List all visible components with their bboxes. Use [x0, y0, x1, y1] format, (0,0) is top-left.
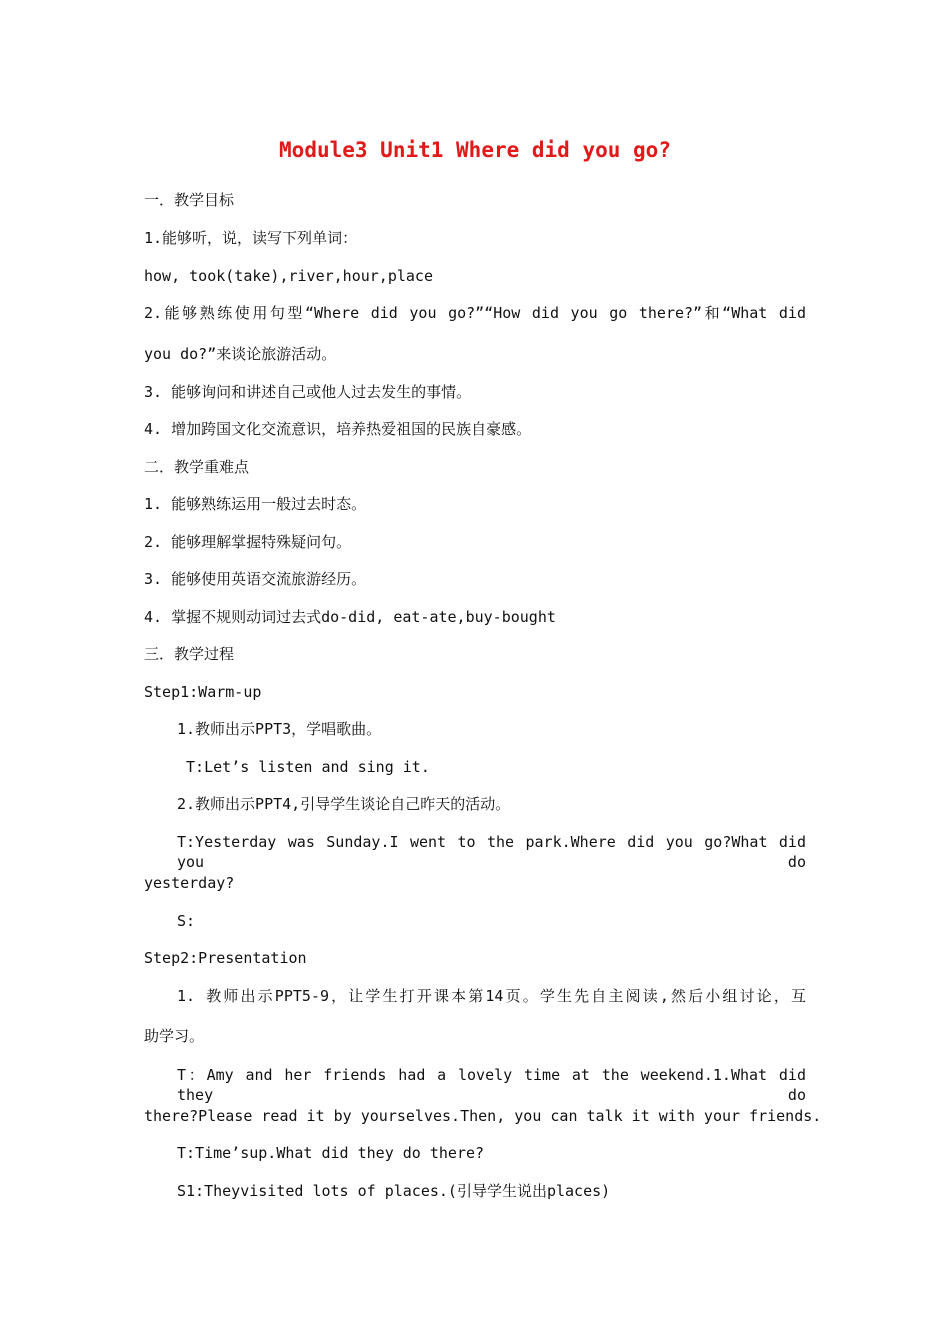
process-line: 1.教师出示PPT3，学唱歌曲。: [177, 720, 382, 738]
document-title: Module3 Unit1 Where did you go?: [279, 138, 671, 162]
dialogue-line: S1:Theyvisited lots of places.(引导学生说出places): [177, 1182, 611, 1200]
key-point-line: 3. 能够使用英语交流旅游经历。: [144, 570, 367, 588]
objective-line: 2.能够熟练使用句型“Where did you go?”“How did you go there?”和“What did: [144, 304, 806, 322]
step-heading: Step2:Presentation: [144, 949, 307, 967]
objective-line: 3. 能够询问和讲述自己或他人过去发生的事情。: [144, 383, 472, 401]
process-line: 1. 教师出示PPT5-9，让学生打开课本第14页。学生先自主阅读,然后小组讨论，互: [177, 987, 806, 1005]
section-heading-key-points: 二．教学重难点: [144, 458, 250, 476]
section-heading-objectives: 一．教学目标: [144, 191, 235, 209]
section-heading-process: 三．教学过程: [144, 645, 235, 663]
key-point-line: 2. 能够理解掌握特殊疑问句。: [144, 533, 352, 551]
dialogue-line: T：Amy and her friends had a lovely time at the weekend.1.What did they do: [177, 1066, 806, 1104]
process-line: 助学习。: [144, 1027, 205, 1045]
dialogue-line: T:Time’sup.What did they do there?: [177, 1144, 485, 1162]
process-line: 2.教师出示PPT4,引导学生谈论自己昨天的活动。: [177, 795, 511, 813]
dialogue-line: T:Let’s listen and sing it.: [177, 758, 430, 776]
objective-line: 1.能够听，说，读写下列单词：: [144, 229, 358, 247]
objective-line: 4. 增加跨国文化交流意识，培养热爱祖国的民族自豪感。: [144, 420, 532, 438]
key-point-line: 1. 能够熟练运用一般过去时态。: [144, 495, 367, 513]
dialogue-line: S:: [177, 912, 196, 930]
dialogue-line: there?Please read it by yourselves.Then, you can talk it with your friends.: [144, 1107, 822, 1125]
dialogue-line: T:Yesterday was Sunday.I went to the park.Where did you go?What did you do: [177, 833, 806, 871]
vocabulary-line: how, took(take),river,hour,place: [144, 267, 433, 285]
dialogue-line: yesterday?: [144, 874, 235, 892]
step-heading: Step1:Warm-up: [144, 683, 262, 701]
key-point-line: 4. 掌握不规则动词过去式do-did, eat-ate,buy-bought: [144, 608, 556, 626]
objective-line: you do?”来谈论旅游活动。: [144, 345, 337, 363]
